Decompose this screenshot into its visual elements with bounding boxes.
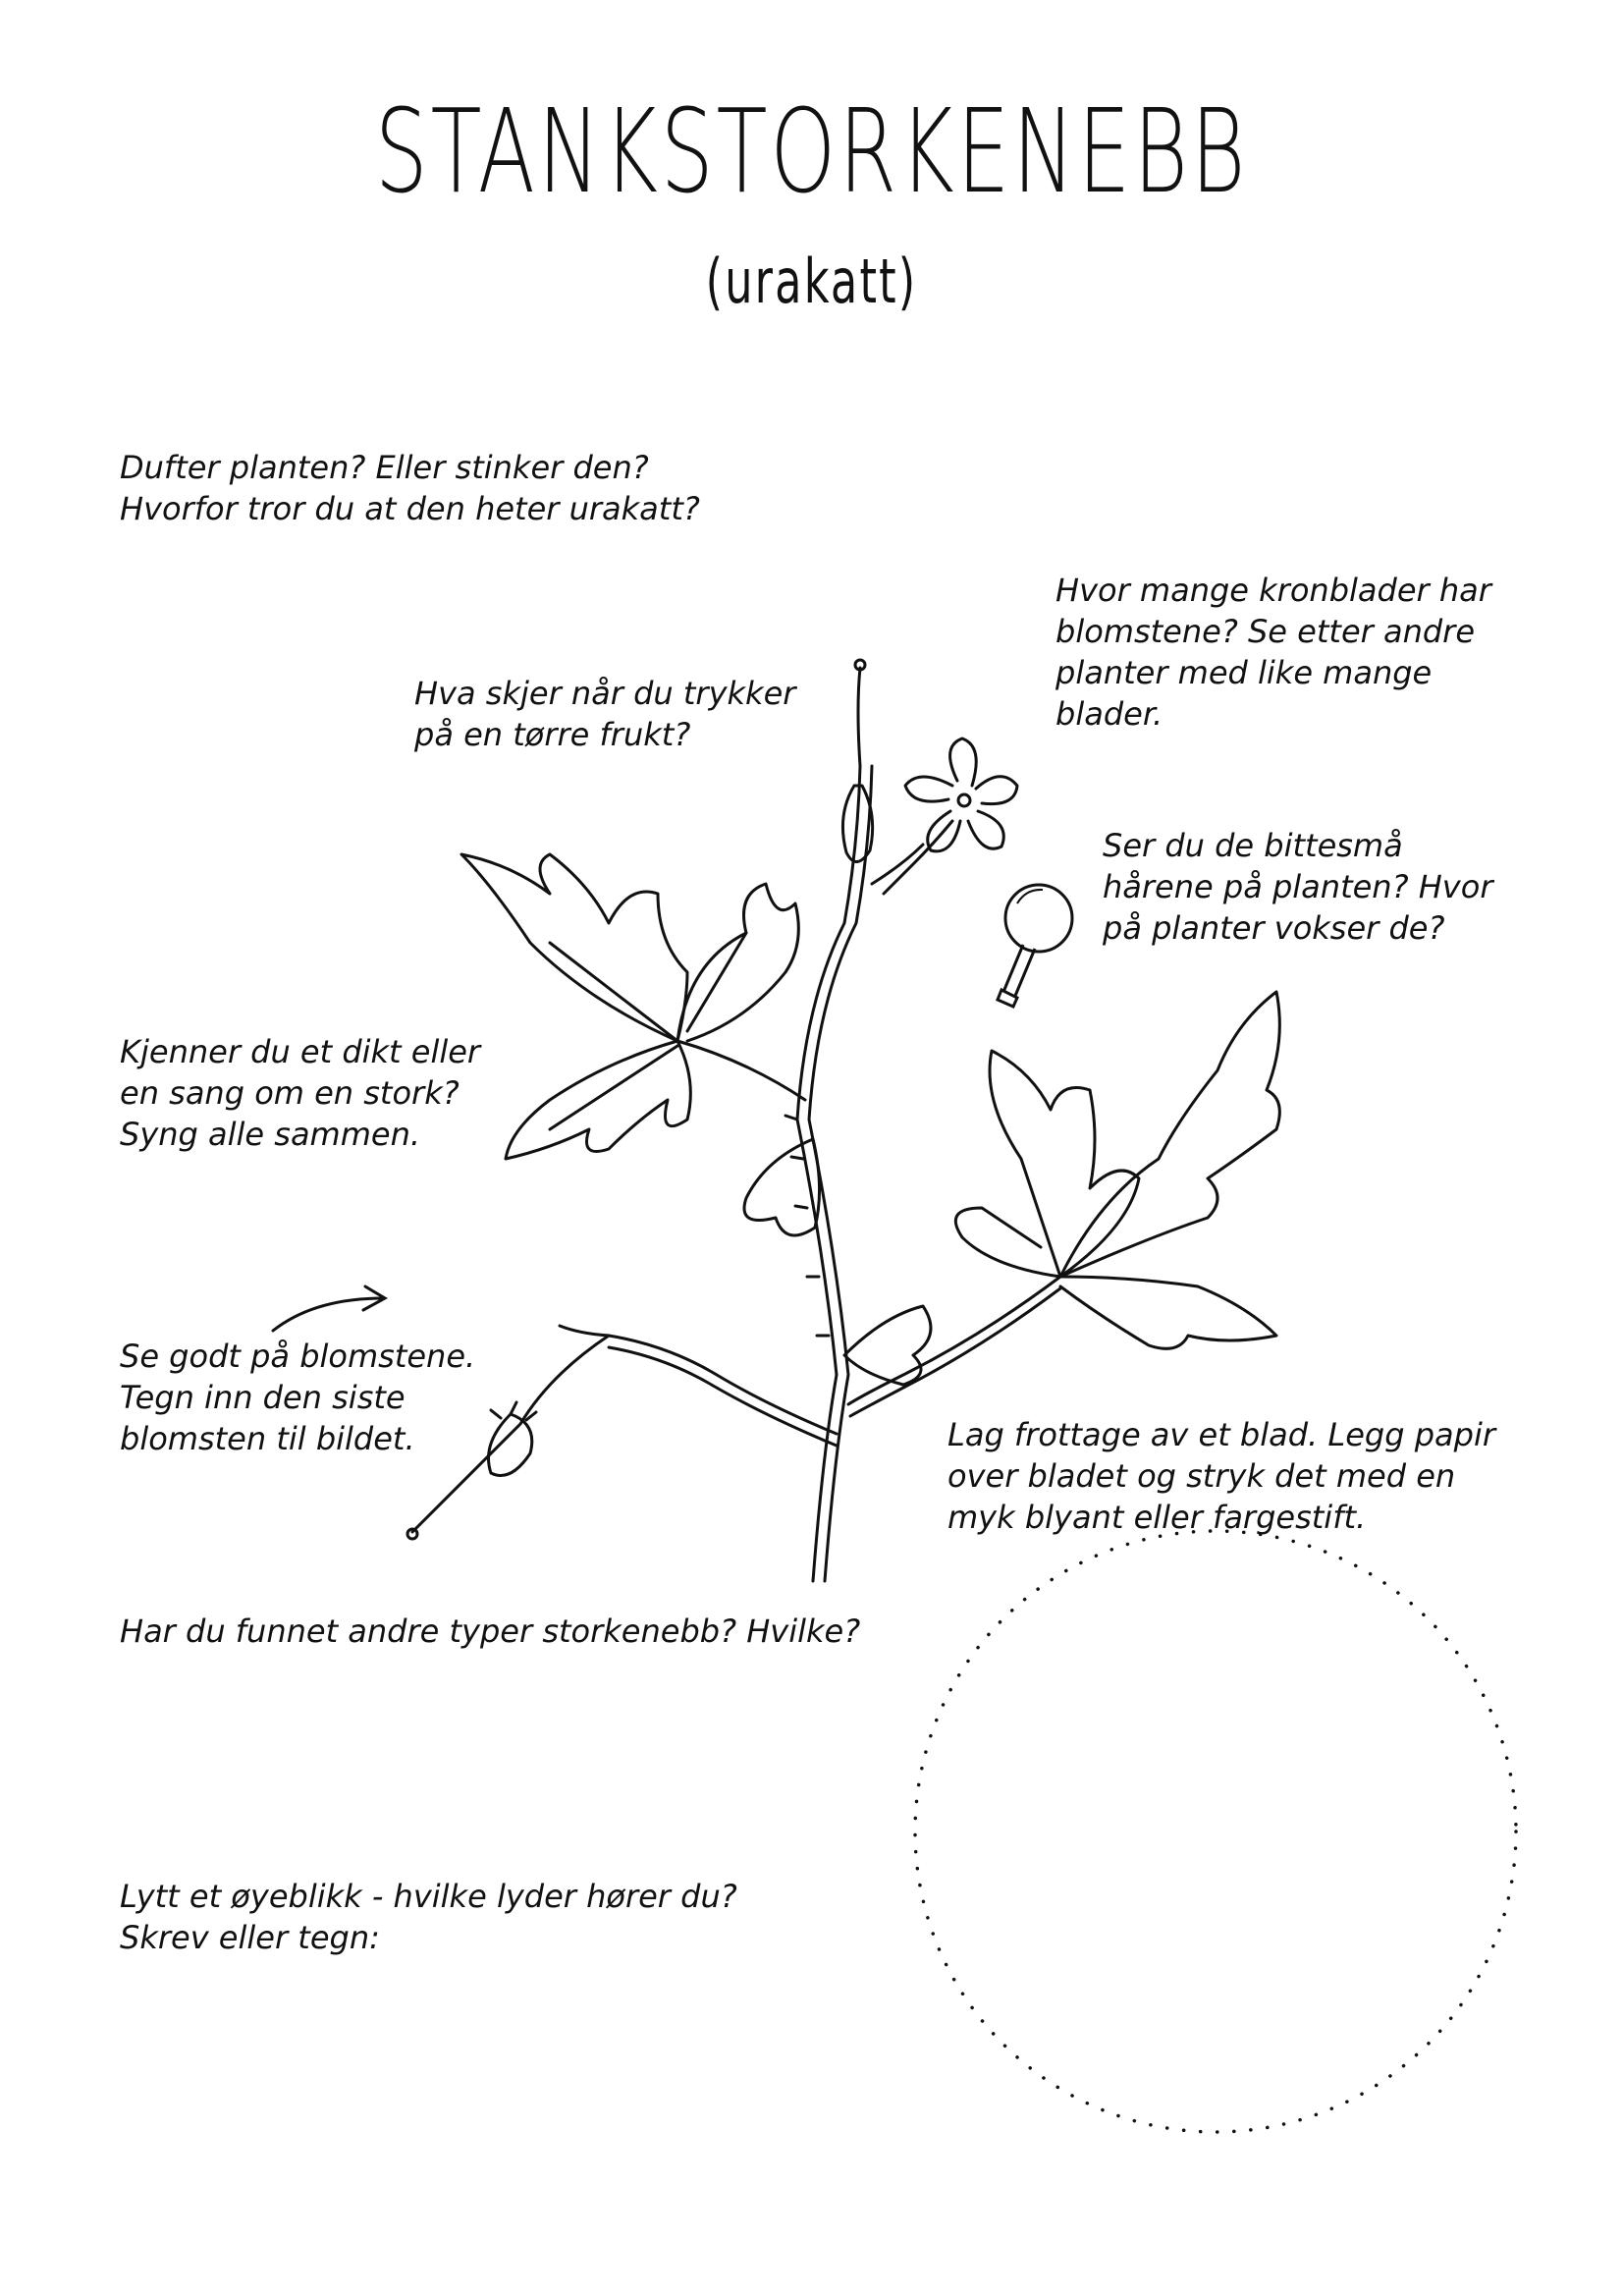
question-listen: Lytt et øyeblikk - hvilke lyder hører du? Skrev eller tegn: (120, 1878, 737, 1956)
question-hairs: Ser du de bittesmå hårene på planten? Hvor på planter vokser de? (1103, 827, 1493, 947)
question-types: Har du funnet andre typer storkenebb? Hvilke? (120, 1613, 861, 1650)
question-smell: Dufter planten? Eller stinker den? Hvorfor tror du at den heter urakatt? (120, 449, 700, 527)
plant-illustration (407, 660, 1279, 1581)
page-subtitle: (urakatt) (705, 246, 918, 317)
question-flowers: Se godt på blomstene. Tegn inn den siste blomsten til bildet. (120, 1338, 476, 1457)
question-frottage: Lag frottage av et blad. Legg papir over bladet og stryk det med en myk blyant eller fargestift. (947, 1416, 1495, 1536)
dotted-circle (915, 1531, 1516, 2132)
question-petals: Hvor mange kronblader har blomstene? Se etter andre planter med like mange blader. (1055, 572, 1491, 733)
flower-drawing (884, 738, 1017, 894)
page-title: STANKSTORKENEBB (374, 83, 1249, 219)
arrow-icon (273, 1286, 385, 1331)
magnifier-icon (998, 885, 1072, 1007)
question-stork: Kjenner du et dikt eller en sang om en stork? Syng alle sammen. (120, 1033, 481, 1153)
question-fruit: Hva skjer når du trykker på en tørre frukt? (414, 675, 796, 753)
